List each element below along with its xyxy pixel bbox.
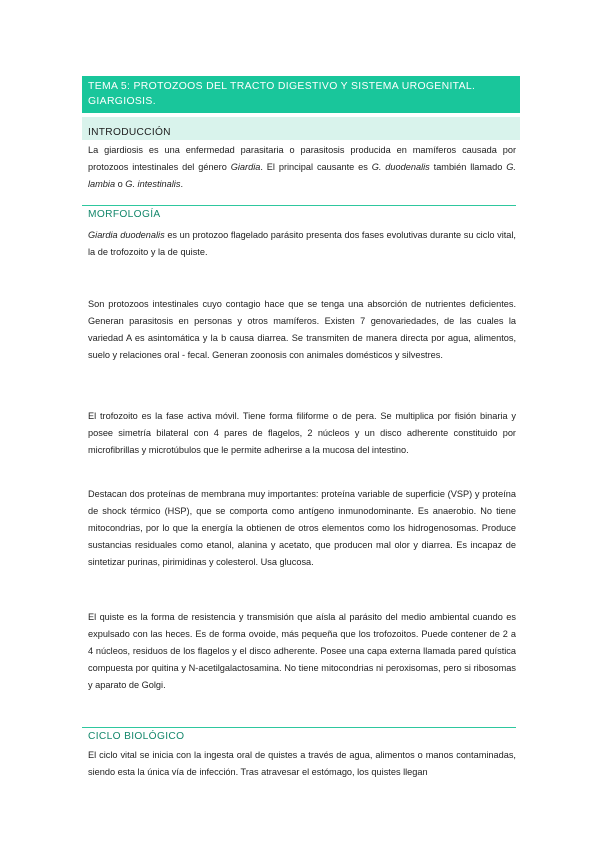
paragraph-ciclo: El ciclo vital se inicia con la ingesta oral de quistes a través de agua, alimentos o manos contaminadas, siendo esta la única vía de infección. Tras atravesar el estómago, los quistes llegan	[88, 750, 516, 777]
intro-text-5: también llamado	[429, 162, 507, 172]
document-title-bar	[82, 76, 520, 113]
intro-heading-bar	[82, 117, 520, 140]
document-title: TEMA 5: PROTOZOOS DEL TRACTO DIGESTIVO Y SISTEMA UROGENITAL. GIARGIOSIS.	[88, 81, 476, 107]
intro-text-species: G. duodenalis	[371, 162, 430, 172]
intro-text-synonym-1: G. lambia	[88, 162, 516, 189]
paragraph-contagio: Son protozoos intestinales cuyo contagio hace que se tenga una absorción de nutrientes deficientes. Generan parasitosis en personas y otros mamíferos. Existen 7 genovariedades, de las cuales la variedad A es asintomática y la b causa diarrea. Se transmiten de manera directa por agua, alimentos, suelo y relaciones oral - fecal. Generan zoonosis con animales domésticos y silvestres.	[88, 299, 516, 360]
morfologia-species: Giardia duodenalis	[88, 230, 165, 240]
paragraph-trofozoito: El trofozoito es la fase activa móvil. Tiene forma filiforme o de pera. Se multiplica por fisión binaria y posee simetría bilateral con 4 pares de flagelos, 2 núcleos y un disco adherente constituido por microfibrillas y microtúbulos que le permite adherirse a la mucosa del intestino.	[88, 411, 516, 455]
section-divider	[82, 205, 516, 206]
intro-text-genus: Giardia	[230, 162, 261, 172]
morfologia-text: es un protozoo flagelado parásito presenta dos fases evolutivas durante su ciclo vital, la de trofozoito y la de quiste.	[88, 230, 516, 257]
morfologia-paragraph	[88, 227, 516, 261]
paragraph-quiste: El quiste es la forma de resistencia y transmisión que aísla al parásito del medio ambiental cuando es expulsado con las heces. Es de forma ovoide, más pequeña que los trofozoitos. Puede contener de 2 a 4 núcleos, residuos de los flagelos y el disco adherente. Posee una capa externa llamada pared quística compuesta por quitina y N-acetilgalactosamina. No tiene mitocondrias ni peroxisomas, pero si ribosomas y aparato de Golgi.	[88, 612, 516, 690]
intro-text-synonym-2: G. intestinalis	[125, 179, 181, 189]
paragraph-proteinas: Destacan dos proteínas de membrana muy importantes: proteína variable de superficie (VSP) y proteína de shock térmico (HSP), que se comporta como antígeno inmunodominante. Es anaerobio. No tiene mitocondrias, por lo que la energía la obtienen de otros elementos como los hidrogenosomas. Produce sustancias residuales como etanol, alanina y acetato, que producen mal olor y diarrea. Es incapaz de sintetizar purinas, pirimidinas y colesterol. Usa glucosa.	[88, 489, 516, 567]
section-divider	[82, 727, 516, 728]
intro-text-7: o	[115, 179, 126, 189]
intro-text-1: La giardiosis es una enfermedad parasitaria o parasitosis producida en mamíferos causada por protozoos intestinales del género	[88, 145, 516, 172]
morfologia-heading: MORFOLOGÍA	[88, 209, 161, 220]
intro-text-9: .	[180, 179, 184, 189]
intro-paragraph	[88, 142, 516, 193]
intro-heading: INTRODUCCIÓN	[88, 127, 171, 138]
ciclo-heading: CICLO BIOLÓGICO	[88, 731, 185, 742]
intro-text-3: . El principal causante es	[260, 162, 372, 172]
